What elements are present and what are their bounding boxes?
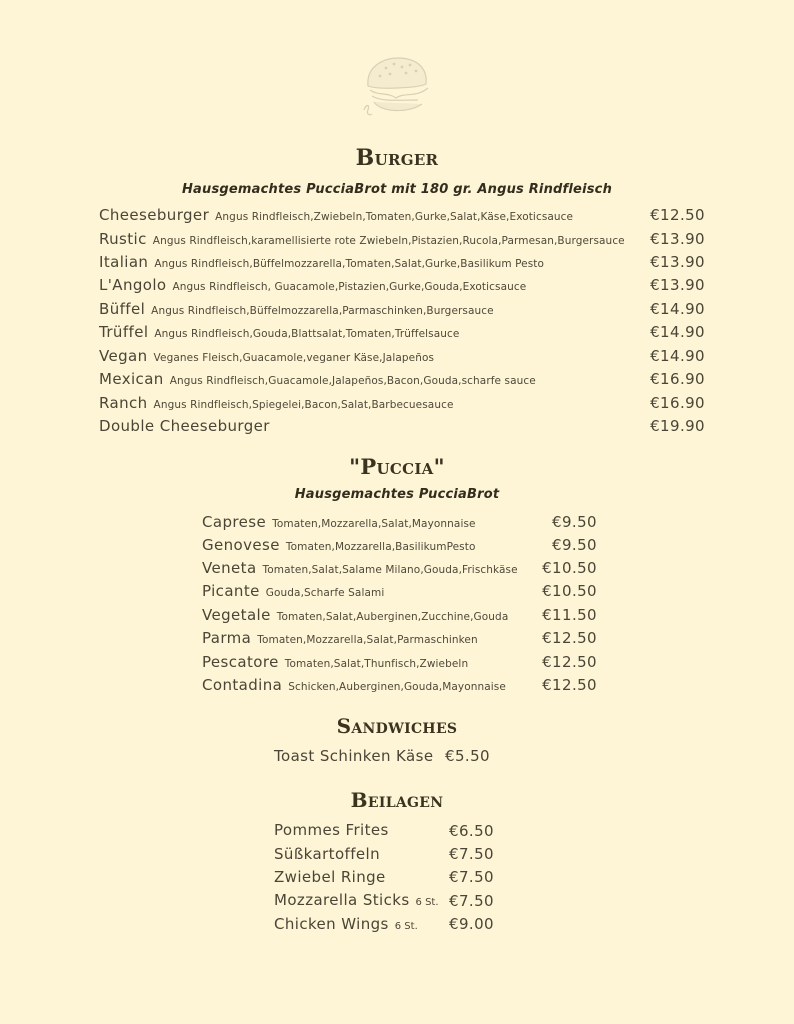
menu-item — [99, 276, 526, 299]
item-desc: Tomaten,Mozzarella,Salat,Parmaschinken — [257, 634, 478, 646]
menu-item — [274, 915, 418, 938]
item-name: Ranch — [99, 394, 148, 412]
item-desc: Tomaten,Mozzarella,Salat,Mayonnaise — [272, 518, 476, 530]
item-name: Veneta — [202, 559, 257, 577]
section-subtitle-puccia: Hausgemachtes PucciaBrot — [294, 487, 500, 502]
item-desc: Schicken,Auberginen,Gouda,Mayonnaise — [288, 681, 506, 693]
menu-item — [274, 845, 380, 868]
section-subtitle-burger: Hausgemachtes PucciaBrot mit 180 gr. Angus Rindfleisch — [181, 182, 613, 197]
item-price: €9.00 — [449, 915, 494, 933]
menu-item — [202, 559, 518, 582]
item-quantity: 6 St. — [394, 921, 418, 932]
item-name: Chicken Wings — [274, 915, 389, 933]
item-name: Picante — [202, 582, 260, 600]
menu-item — [202, 582, 384, 605]
section-title-beilagen: Beilagen — [350, 788, 444, 812]
item-price: €9.50 — [552, 536, 597, 554]
menu-item — [202, 513, 476, 536]
item-name: Caprese — [202, 513, 267, 531]
menu-item — [202, 653, 468, 676]
item-price: €16.90 — [650, 394, 705, 412]
item-name: Contadina — [202, 676, 283, 694]
item-desc: Tomaten,Mozzarella,BasilikumPesto — [285, 541, 476, 553]
menu-item — [274, 821, 389, 844]
menu-item — [99, 300, 494, 323]
item-price: €14.90 — [650, 323, 705, 341]
item-name: Mexican — [99, 370, 164, 388]
item-name: Süßkartoffeln — [274, 845, 380, 863]
item-name: Rustic — [99, 230, 147, 248]
item-desc: Angus Rindfleisch,Gouda,Blattsalat,Tomaten,Trüffelsauce — [154, 328, 460, 340]
item-price: €12.50 — [650, 206, 705, 224]
item-name: Double Cheeseburger — [99, 417, 270, 435]
menu-item — [99, 230, 625, 253]
item-name: Italian — [99, 253, 149, 271]
item-desc: Angus Rindfleisch,Büffelmozzarella,Parmaschinken,Burgersauce — [151, 305, 494, 317]
menu-item — [274, 747, 433, 770]
item-quantity: 6 St. — [415, 897, 439, 908]
item-name: Vegetale — [202, 606, 271, 624]
item-price: €10.50 — [542, 559, 597, 577]
item-name: Büffel — [99, 300, 146, 318]
item-price: €13.90 — [650, 276, 705, 294]
item-price: €12.50 — [542, 676, 597, 694]
item-price: €16.90 — [650, 370, 705, 388]
item-name: Pescatore — [202, 653, 279, 671]
item-name: Pommes Frites — [274, 821, 389, 839]
item-name: Parma — [202, 629, 252, 647]
item-price: €7.50 — [449, 845, 494, 863]
item-desc: Angus Rindfleisch,Büffelmozzarella,Tomaten,Salat,Gurke,Basilikum Pesto — [154, 258, 545, 270]
item-price: €10.50 — [542, 582, 597, 600]
item-price: €12.50 — [542, 653, 597, 671]
item-desc: Angus Rindfleisch,Spiegelei,Bacon,Salat,Barbecuesauce — [153, 399, 454, 411]
item-name: Genovese — [202, 536, 280, 554]
item-price: €7.50 — [449, 892, 494, 910]
item-price: €7.50 — [449, 868, 494, 886]
item-desc: Tomaten,Salat,Thunfisch,Zwiebeln — [284, 658, 469, 670]
item-desc: Tomaten,Salat,Auberginen,Zucchine,Gouda — [276, 611, 509, 623]
item-desc: Angus Rindfleisch,Zwiebeln,Tomaten,Gurke,Salat,Käse,Exoticsauce — [215, 211, 574, 223]
menu-item — [202, 676, 506, 699]
item-desc: Tomaten,Salat,Salame Milano,Gouda,Frischkäse — [262, 564, 518, 576]
menu-item — [202, 629, 478, 652]
menu-item — [202, 536, 476, 559]
item-name: Toast Schinken Käse — [274, 747, 434, 765]
menu-item — [202, 606, 508, 629]
menu-item — [99, 253, 544, 276]
item-name: Trüffel — [99, 323, 149, 341]
item-name: Cheeseburger — [99, 206, 210, 224]
menu-item — [274, 868, 386, 891]
section-title-puccia: "Puccia" — [349, 454, 445, 479]
section-title-sandwiches: Sandwiches — [336, 714, 458, 738]
item-name: Mozzarella Sticks — [274, 891, 410, 909]
item-price: €14.90 — [650, 347, 705, 365]
menu-item — [99, 323, 459, 346]
item-desc: Angus Rindfleisch,karamellisierte rote Zwiebeln,Pistazien,Rucola,Parmesan,Burgersauce — [152, 235, 625, 247]
item-price: €5.50 — [445, 747, 490, 765]
item-price: €12.50 — [542, 629, 597, 647]
item-desc: Angus Rindfleisch,Guacamole,Jalapeños,Bacon,Gouda,scharfe sauce — [169, 375, 536, 387]
menu-item — [99, 347, 434, 370]
menu-item — [99, 394, 454, 417]
menu-item — [99, 370, 536, 393]
item-desc: Angus Rindfleisch, Guacamole,Pistazien,Gurke,Gouda,Exoticsauce — [172, 281, 527, 293]
item-price: €11.50 — [542, 606, 597, 624]
menu-item — [99, 417, 270, 440]
item-name: L'Angolo — [99, 276, 167, 294]
item-price: €14.90 — [650, 300, 705, 318]
item-name: Vegan — [99, 347, 148, 365]
burger-icon — [358, 52, 434, 120]
menu-item — [274, 891, 439, 914]
menu-item — [99, 206, 573, 229]
item-name: Zwiebel Ringe — [274, 868, 386, 886]
item-price: €13.90 — [650, 253, 705, 271]
item-desc: Gouda,Scharfe Salami — [265, 587, 385, 599]
item-price: €13.90 — [650, 230, 705, 248]
item-price: €19.90 — [650, 417, 705, 435]
item-price: €9.50 — [552, 513, 597, 531]
item-price: €6.50 — [449, 822, 494, 840]
section-title-burger: Burger — [355, 145, 439, 171]
item-desc: Veganes Fleisch,Guacamole,veganer Käse,Jalapeños — [153, 352, 435, 364]
